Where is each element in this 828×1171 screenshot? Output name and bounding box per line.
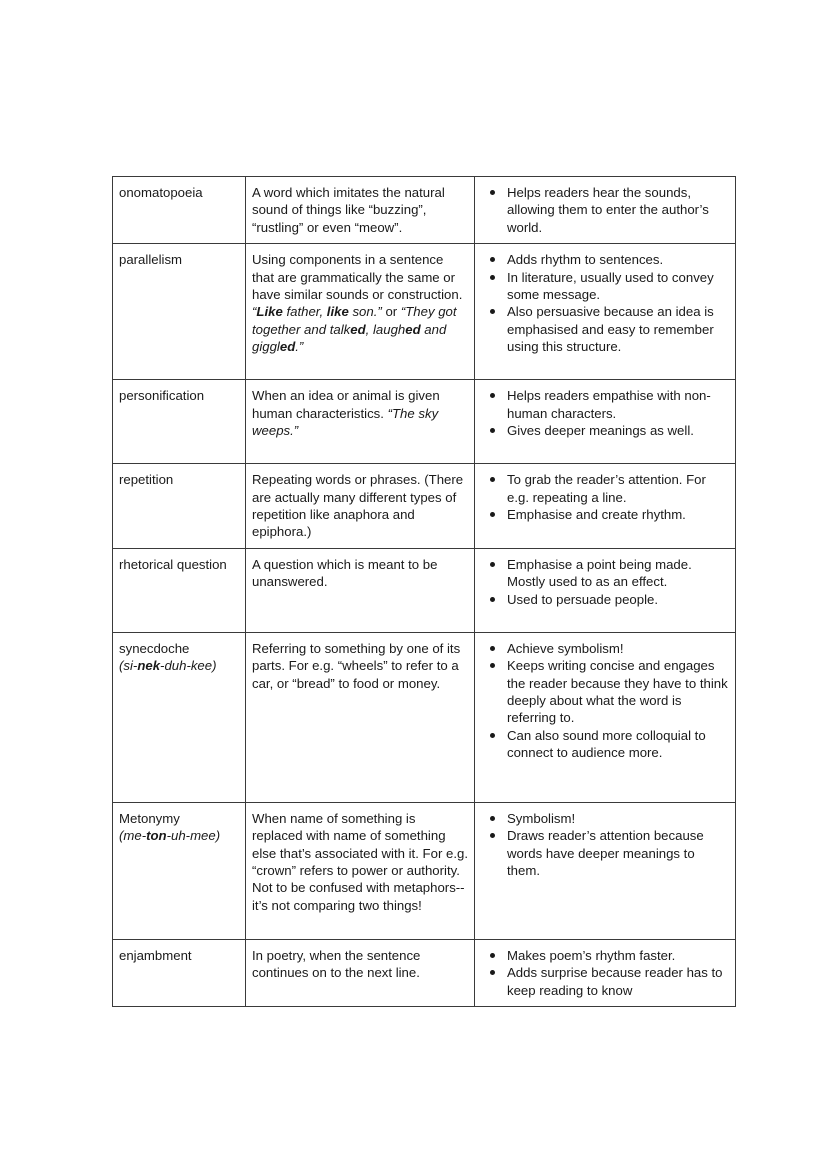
- definition: When an idea or animal is given human characteristics.: [252, 388, 440, 421]
- table-row: [113, 380, 736, 464]
- table-row: [113, 632, 736, 802]
- effect-item: Adds surprise because reader has to keep reading to know: [481, 964, 729, 999]
- term: enjambment: [119, 947, 192, 963]
- effect-item: Helps readers hear the sounds, allowing them to enter the author’s world.: [481, 184, 729, 236]
- effects-cell: [475, 380, 736, 464]
- term-cell: [113, 464, 246, 549]
- effect-item: Symbolism!: [481, 810, 729, 827]
- definition: When name of something is replaced with name of something else that’s associated with it. For e.g. “crown” refers to power or authority. Not to be confused with metaphors--it’s not comparing two things!: [252, 810, 468, 913]
- effects-cell: [475, 548, 736, 632]
- definition: Repeating words or phrases. (There are actually many different types of repetition like anaphora and epiphora.): [252, 472, 464, 540]
- effects-list: [481, 556, 729, 608]
- table-row: [113, 548, 736, 632]
- effect-item: Used to persuade people.: [481, 591, 729, 608]
- term-cell: [113, 244, 246, 380]
- effects-list: [481, 471, 729, 523]
- term-cell: [113, 632, 246, 802]
- term-cell: [113, 802, 246, 939]
- effects-cell: [475, 464, 736, 549]
- table-row: [113, 244, 736, 380]
- table-row: [113, 802, 736, 939]
- effect-item: Helps readers empathise with non-human characters.: [481, 387, 729, 422]
- effects-list: [481, 640, 729, 762]
- effects-cell: [475, 244, 736, 380]
- definition-cell: [246, 632, 475, 802]
- term: rhetorical question: [119, 556, 227, 572]
- effect-item: Emphasise a point being made. Mostly used to as an effect.: [481, 556, 729, 591]
- literary-devices-table: [112, 176, 736, 1007]
- term-cell: [113, 177, 246, 244]
- term-cell: [113, 548, 246, 632]
- term: Metonymy: [119, 810, 180, 826]
- table-row: [113, 464, 736, 549]
- effect-item: Emphasise and create rhythm.: [481, 506, 729, 523]
- example: “They got together and talked, laughed and giggled.”: [252, 304, 457, 355]
- effect-item: Draws reader’s attention because words have deeper meanings to them.: [481, 827, 729, 879]
- definition-cell: [246, 939, 475, 1006]
- effects-list: [481, 387, 729, 439]
- table-row: [113, 177, 736, 244]
- effects-cell: [475, 632, 736, 802]
- definition: In poetry, when the sentence continues on to the next line.: [252, 947, 421, 981]
- effects-cell: [475, 939, 736, 1006]
- definition-cell: [246, 802, 475, 939]
- definition-cell: Using components in a sentence that are grammatically the same or have similar sounds or construction. “Like father, like son.” or “They got together and talked, laughed and giggled.”: [246, 244, 475, 380]
- effects-cell: [475, 177, 736, 244]
- effect-item: In literature, usually used to convey some message.: [481, 269, 729, 304]
- effects-cell: [475, 802, 736, 939]
- example: “The sky weeps.”: [252, 405, 439, 439]
- term: synecdoche: [119, 640, 190, 656]
- definition-cell: [246, 380, 475, 464]
- effect-item: Can also sound more colloquial to connect to audience more.: [481, 727, 729, 762]
- effects-list: [481, 810, 729, 880]
- definition: Referring to something by one of its parts. For e.g. “wheels” to refer to a car, or “bread” to food or money.: [252, 640, 461, 691]
- definition: A question which is meant to be unanswered.: [252, 556, 438, 590]
- example: “Like father, like son.”: [252, 304, 382, 320]
- effect-item: Gives deeper meanings as well.: [481, 422, 729, 439]
- table-row: [113, 939, 736, 1006]
- effects-list: [481, 947, 729, 999]
- definition: Using components in a sentence that are grammatically the same or have similar sounds or construction.: [252, 252, 463, 303]
- effect-item: To grab the reader’s attention. For e.g. repeating a line.: [481, 471, 729, 506]
- effect-item: Also persuasive because an idea is emphasised and easy to remember using this structure.: [481, 303, 729, 355]
- effect-item: Keeps writing concise and engages the reader because they have to think deeply about what the word is referring to.: [481, 657, 729, 727]
- effect-item: Achieve symbolism!: [481, 640, 729, 657]
- term-cell: [113, 939, 246, 1006]
- pronunciation: (si-nek-duh-kee): [119, 658, 217, 674]
- definition: A word which imitates the natural sound of things like “buzzing”, “rustling” or even “meow”.: [252, 185, 445, 235]
- definition-cell: [246, 177, 475, 244]
- effect-item: Adds rhythm to sentences.: [481, 251, 729, 268]
- effects-list: [481, 184, 729, 236]
- effect-item: Makes poem’s rhythm faster.: [481, 947, 729, 964]
- effects-list: [481, 251, 729, 355]
- term-cell: [113, 380, 246, 464]
- definition-cell: [246, 548, 475, 632]
- term: repetition: [119, 472, 174, 488]
- term: onomatopoeia: [119, 185, 203, 200]
- pronunciation: (me-ton-uh-mee): [119, 828, 221, 844]
- term: parallelism: [119, 252, 183, 268]
- term: personification: [119, 388, 205, 404]
- definition-cell: [246, 464, 475, 549]
